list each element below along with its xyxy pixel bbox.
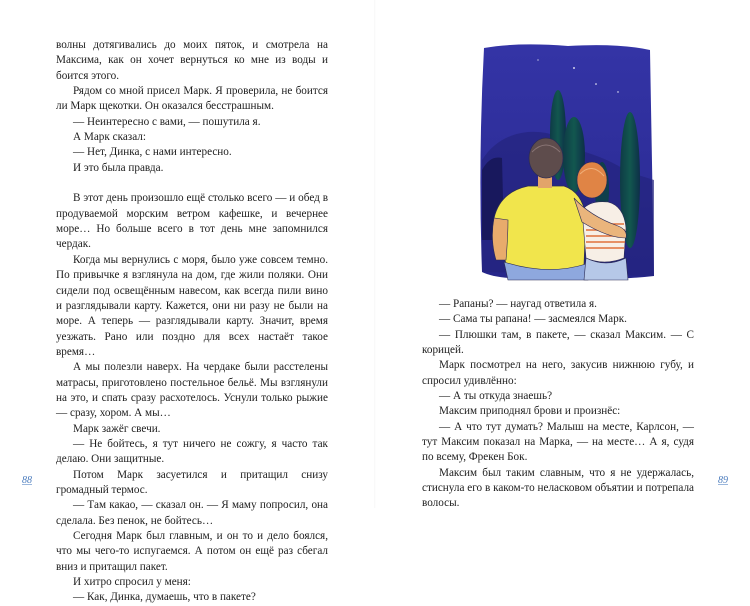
night-sky-illustration xyxy=(478,40,656,284)
paragraph: — А что тут думать? Малыш на месте, Карлсон, — тут Максим показал на Марка, — на месте… А я, судя по всему, Фрекен Бок. xyxy=(422,420,694,464)
paragraph: — Сама ты рапана! — засмеялся Марк. xyxy=(439,313,627,326)
paragraph: — Нет, Динка, с нами интересно. xyxy=(73,146,232,159)
paragraph: Когда мы вернулись с моря, было уже совсем темно. По привычке я взглянула на дом, где жили поляки. Они сидели под освещённым навесом, как всегда пили вино и разглядывали карту. Кажется, они ни разу не были на море. А теперь — разглядывали карту. Значит, время уезжать. Рано или поздно для всех настаёт такое время… xyxy=(56,253,328,358)
left-page-text xyxy=(56,38,328,606)
paragraph: Сегодня Марк был главным, и он то и дело боялся, что мы чего-то испугаемся. А потом он ещё раз сбегал вниз и притащил пакет. xyxy=(56,530,328,573)
right-page-text xyxy=(422,297,694,512)
paragraph: — Плюшки там, в пакете, — сказал Максим. — С корицей. xyxy=(422,328,694,357)
paragraph: — Там какао, — сказал он. — Я маму попросил, она сделала. Без пенок, не бойтесь… xyxy=(56,499,328,527)
paragraph: — А ты откуда знаешь? xyxy=(439,390,553,403)
paragraph: А мы полезли наверх. На чердаке были расстелены матрасы, приготовлено постельное бельё. Мы взглянули на это, и спать сразу расхотелось. Уснули только рыжие — сразу, хором. А мы… xyxy=(56,361,328,420)
paragraph: — Как, Динка, думаешь, что в пакете? xyxy=(73,591,256,604)
paragraph: И хитро спросил у меня: xyxy=(73,576,191,589)
paragraph: И это была правда. xyxy=(73,161,164,174)
paragraph: волны дотягивались до моих пяток, и смотрела на Максима, как он хочет вернуться ко мне из воды и боится этого. xyxy=(56,39,328,82)
page-number-right: 89 xyxy=(718,475,728,486)
paragraph: В этот день произошло ещё столько всего — и обед в продуваемой морским ветром кафешке, и вечернее море… Но больше всего в тот день мне запомнился чердак. xyxy=(56,192,328,251)
page-number-left: 88 xyxy=(22,475,32,486)
paragraph: Максим приподнял брови и произнёс: xyxy=(439,405,621,418)
paragraph: Рядом со мной присел Марк. Я проверила, не боится ли Марк щекотки. Он оказался бесстрашным. xyxy=(56,85,328,113)
paragraph: А Марк сказал: xyxy=(73,131,146,144)
paragraph: Потом Марк засуетился и притащил снизу громадный термос. xyxy=(56,468,328,496)
paragraph: — Не бойтесь, я тут ничего не сожгу, я часто так делаю. Они защитные. xyxy=(56,437,328,466)
paragraph: Марк посмотрел на него, закусив нижнюю губу, и спросил удивлённо: xyxy=(422,359,694,387)
gutter xyxy=(374,0,376,508)
paragraph: — Рапаны? — наугад ответила я. xyxy=(439,298,597,310)
paragraph: Марк зажёг свечи. xyxy=(73,422,161,435)
paragraph: Максим был таким славным, что я не удержалась, стиснула его в каком-то неласковом объятии и потрепала волосы. xyxy=(422,466,694,510)
paragraph: — Неинтересно с вами, — пошутила я. xyxy=(73,115,261,128)
